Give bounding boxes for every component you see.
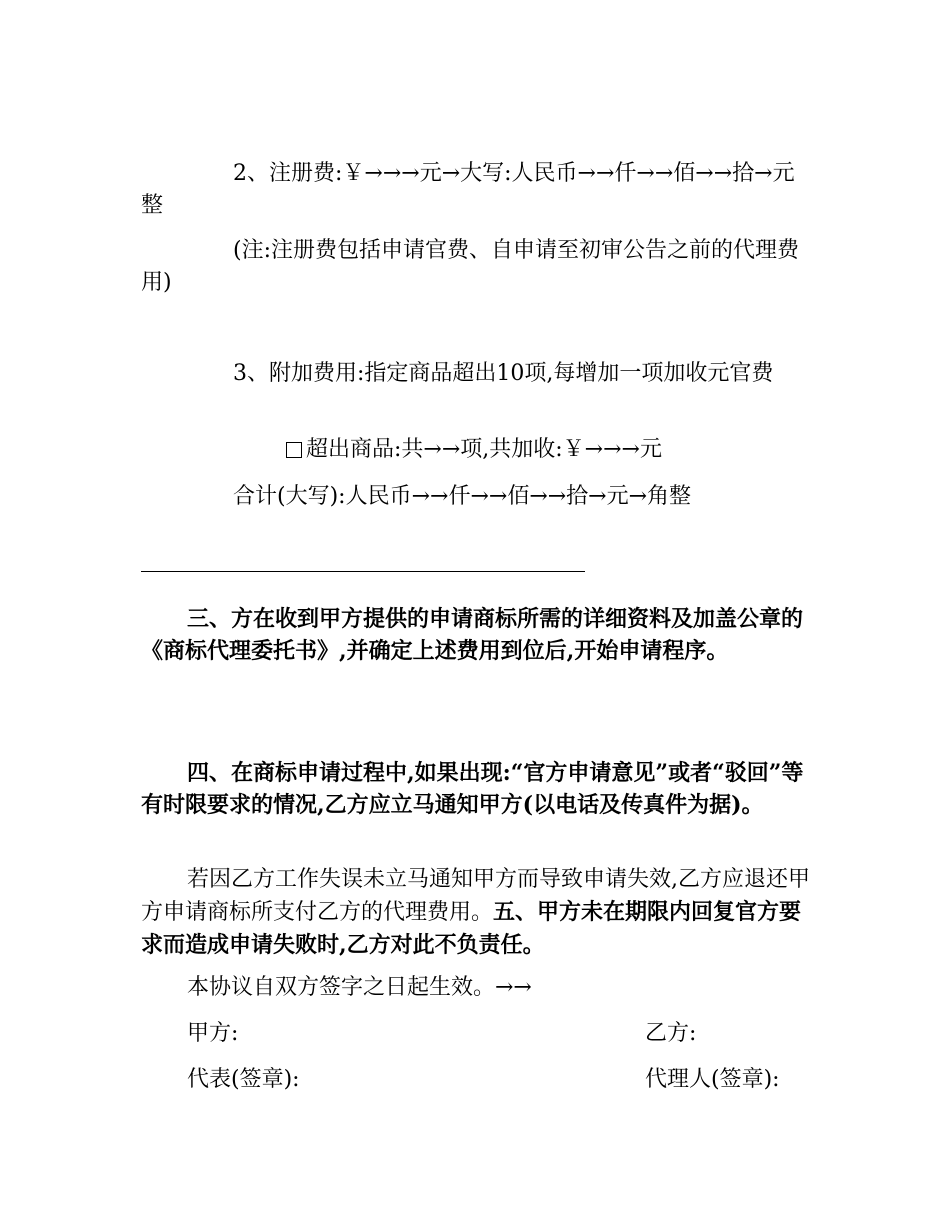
registration-fee-paragraph: 2、注册费:￥→→→元→大写:人民币→→仟→→佰→→拾→元整 bbox=[141, 161, 795, 218]
excess-goods-text: 超出商品:共→→项,共加收:￥→→→元 bbox=[306, 437, 662, 462]
effective-date-paragraph: 本协议自双方签字之日起生效。→→ bbox=[187, 975, 532, 1000]
section-three-paragraph: 三、方在收到甲方提供的申请商标所需的详细资料及加盖公章的《商标代理委托书》,并确定上述费用到位后,开始申请程序。 bbox=[141, 606, 804, 664]
additional-fee-paragraph: 3、附加费用:指定商品超出10项,每增加一项加收元官费 bbox=[233, 361, 774, 386]
checkbox-icon[interactable] bbox=[286, 442, 302, 458]
section-four-paragraph: 四、在商标申请过程中,如果出现:“官方申请意见”或者“驳回”等有时限要求的情况,乙方应立马通知甲方(以电话及传真件为据)。 bbox=[141, 760, 804, 818]
divider-line bbox=[141, 571, 585, 572]
section-five-text: 五、甲方未在期限内回复官方要求而造成申请失败时,乙方对此不负责任。 bbox=[141, 899, 802, 958]
total-amount-line: 合计(大写):人民币→→仟→→佰→→拾→元→角整 bbox=[233, 484, 692, 509]
party-b-label: 乙方: bbox=[645, 1021, 697, 1046]
excess-goods-line bbox=[286, 434, 662, 466]
failure-liability-paragraph bbox=[141, 864, 811, 962]
party-a-label: 甲方: bbox=[187, 1021, 239, 1046]
party-a-representative-label: 代表(签章): bbox=[187, 1067, 300, 1092]
failure-liability-text: 若因乙方工作失误未立马通知甲方而导致申请失效,乙方应退还甲方申请商标所支付乙方的代理费用。 bbox=[141, 867, 810, 925]
registration-fee-note: (注:注册费包括申请官费、自申请至初审公告之前的代理费用) bbox=[141, 238, 799, 295]
party-b-agent-label: 代理人(签章): bbox=[645, 1067, 780, 1092]
